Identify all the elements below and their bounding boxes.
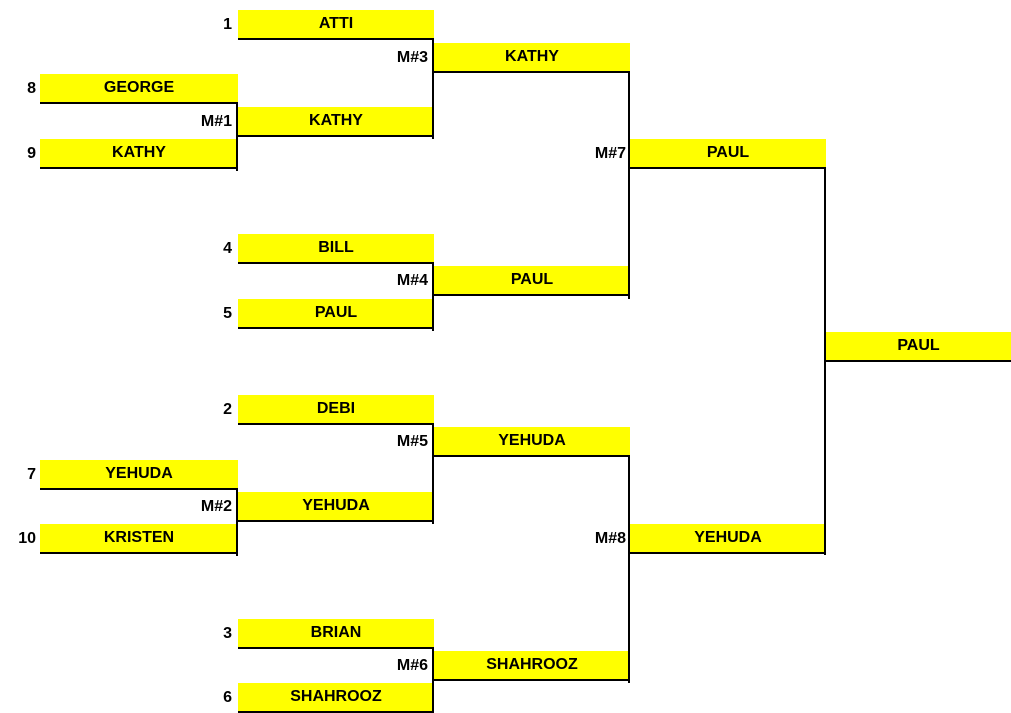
match-label-m8: M#8 bbox=[594, 530, 626, 547]
winner-slot-m3: KATHY bbox=[434, 43, 630, 73]
seed-number: 8 bbox=[27, 80, 36, 97]
seed-number: 10 bbox=[18, 530, 36, 547]
team-slot-kathy: KATHY bbox=[40, 139, 238, 169]
team-slot-atti: ATTI bbox=[238, 10, 434, 40]
winner-slot-m2: YEHUDA bbox=[238, 492, 434, 522]
team-slot-shahrooz: SHAHROOZ bbox=[238, 683, 434, 713]
bracket-connector bbox=[432, 647, 434, 711]
winner-slot-m1: KATHY bbox=[238, 107, 434, 137]
team-slot-bill: BILL bbox=[238, 234, 434, 264]
winner-slot-m6: SHAHROOZ bbox=[434, 651, 630, 681]
bracket-connector bbox=[432, 38, 434, 139]
bracket-connector bbox=[236, 102, 238, 171]
champion-slot: PAUL bbox=[826, 332, 1011, 362]
team-slot-debi: DEBI bbox=[238, 395, 434, 425]
seed-number: 7 bbox=[27, 466, 36, 483]
seed-number: 2 bbox=[223, 401, 232, 418]
winner-slot-m8: YEHUDA bbox=[630, 524, 826, 554]
seed-number: 6 bbox=[223, 689, 232, 706]
seed-number: 5 bbox=[223, 305, 232, 322]
team-slot-kristen: KRISTEN bbox=[40, 524, 238, 554]
match-label-m3: M#3 bbox=[396, 49, 428, 66]
match-label-m4: M#4 bbox=[396, 272, 428, 289]
bracket-connector bbox=[236, 488, 238, 556]
team-slot-yehuda: YEHUDA bbox=[40, 460, 238, 490]
match-label-m5: M#5 bbox=[396, 433, 428, 450]
winner-slot-m4: PAUL bbox=[434, 266, 630, 296]
match-label-m1: M#1 bbox=[200, 113, 232, 130]
bracket-connector bbox=[628, 71, 630, 299]
seed-number: 9 bbox=[27, 145, 36, 162]
winner-slot-m5: YEHUDA bbox=[434, 427, 630, 457]
bracket-connector bbox=[432, 423, 434, 524]
match-label-m2: M#2 bbox=[200, 498, 232, 515]
seed-number: 3 bbox=[223, 625, 232, 642]
team-slot-brian: BRIAN bbox=[238, 619, 434, 649]
bracket-connector bbox=[824, 167, 826, 555]
seed-number: 1 bbox=[223, 16, 232, 33]
match-label-m6: M#6 bbox=[396, 657, 428, 674]
team-slot-paul: PAUL bbox=[238, 299, 434, 329]
seed-number: 4 bbox=[223, 240, 232, 257]
winner-slot-m7: PAUL bbox=[630, 139, 826, 169]
team-slot-george: GEORGE bbox=[40, 74, 238, 104]
bracket-connector bbox=[432, 262, 434, 331]
bracket-connector bbox=[628, 455, 630, 683]
match-label-m7: M#7 bbox=[594, 145, 626, 162]
